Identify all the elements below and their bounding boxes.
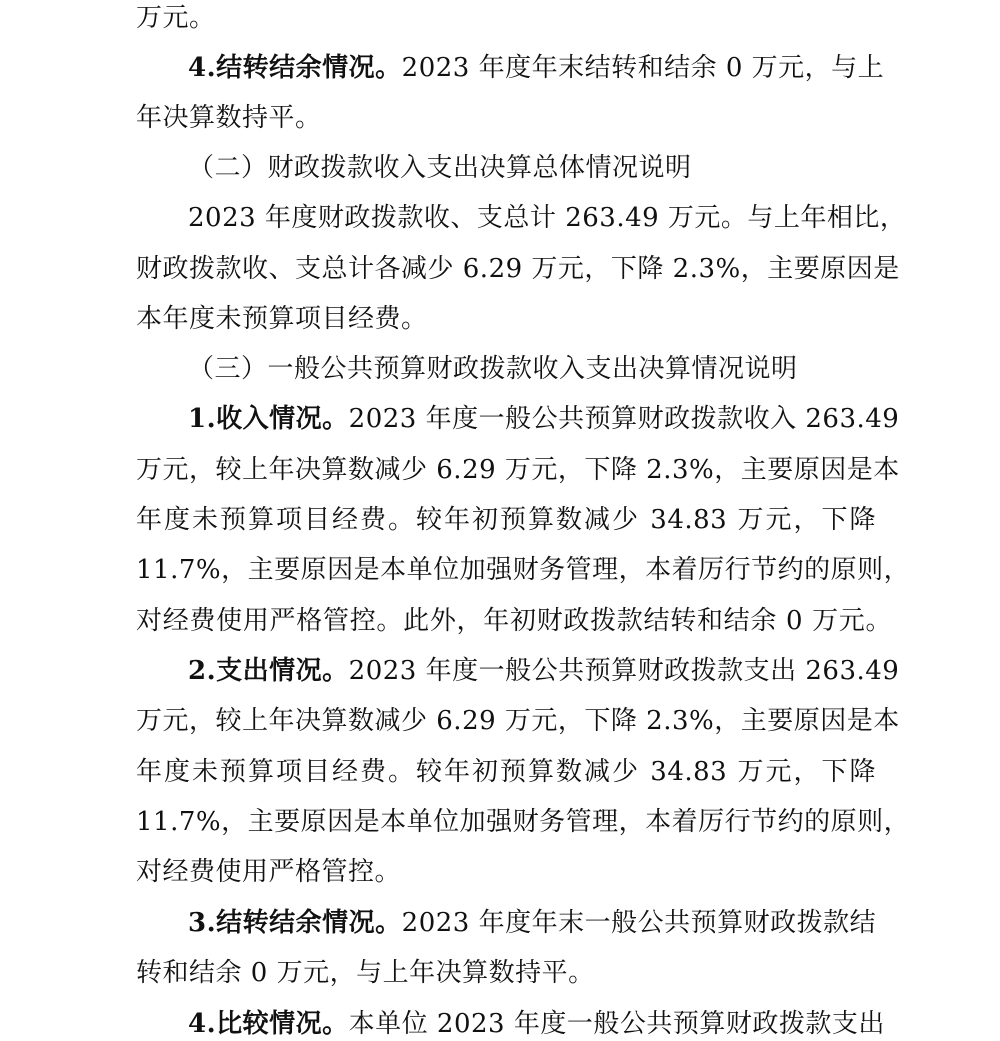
text-line bbox=[136, 3, 876, 33]
subsection-label: 3.结转结余情况。 bbox=[188, 908, 402, 938]
line-text: 对经费使用严格管控。此外，年初财政拨款结转和结余 0 万元。 bbox=[136, 606, 892, 636]
line-text: 年度未预算项目经费。较年初预算数减少 34.83 万元，下降 bbox=[136, 757, 876, 787]
line-text: 2023 年度年末一般公共预算财政拨款结 bbox=[401, 908, 877, 938]
line-text: 对经费使用严格管控。 bbox=[136, 857, 402, 887]
line-text: 年决算数持平。 bbox=[136, 103, 322, 133]
text-line bbox=[188, 656, 900, 686]
text-line bbox=[136, 857, 876, 887]
line-text: 本年度未预算项目经费。 bbox=[136, 304, 428, 334]
line-text: 11.7%，主要原因是本单位加强财务管理，本着厉行节约的原则， bbox=[136, 555, 911, 585]
line-text: 万元，较上年决算数减少 6.29 万元，下降 2.3%，主要原因是本 bbox=[136, 706, 900, 736]
line-text: 2023 年度财政拨款收、支总计 263.49 万元。与上年相比， bbox=[188, 203, 907, 233]
text-line bbox=[136, 757, 876, 787]
text-line bbox=[136, 807, 911, 837]
text-line bbox=[136, 555, 911, 585]
text-line bbox=[188, 203, 907, 233]
line-text: 转和结余 0 万元，与上年决算数持平。 bbox=[136, 958, 595, 988]
section-heading-text: （二）财政拨款收入支出决算总体情况说明 bbox=[188, 153, 692, 183]
text-line bbox=[136, 958, 876, 988]
line-text: 财政拨款收、支总计各减少 6.29 万元，下降 2.3%，主要原因是 bbox=[136, 254, 900, 284]
section-heading bbox=[188, 153, 888, 183]
line-text: 11.7%，主要原因是本单位加强财务管理，本着厉行节约的原则， bbox=[136, 807, 911, 837]
subsection-label: 2.支出情况。 bbox=[188, 656, 349, 686]
text-line bbox=[188, 53, 885, 83]
text-line bbox=[136, 706, 900, 736]
text-line bbox=[136, 304, 876, 334]
text-line bbox=[136, 505, 876, 535]
line-text: 2023 年度一般公共预算财政拨款收入 263.49 bbox=[348, 404, 900, 434]
text-line bbox=[136, 455, 900, 485]
section-heading bbox=[188, 354, 888, 384]
text-line bbox=[136, 606, 892, 636]
subsection-label: 4.比较情况。 bbox=[188, 1009, 349, 1039]
text-line bbox=[188, 908, 876, 938]
line-text: 万元。 bbox=[136, 3, 216, 33]
text-line bbox=[136, 254, 900, 284]
section-heading-text: （三）一般公共预算财政拨款收入支出决算情况说明 bbox=[188, 354, 798, 384]
line-text: 2023 年度年末结转和结余 0 万元，与上 bbox=[401, 53, 885, 83]
line-text: 2023 年度一般公共预算财政拨款支出 263.49 bbox=[348, 656, 900, 686]
line-text: 本单位 2023 年度一般公共预算财政拨款支出 bbox=[348, 1009, 885, 1039]
line-text: 万元，较上年决算数减少 6.29 万元，下降 2.3%，主要原因是本 bbox=[136, 455, 900, 485]
subsection-label: 4.结转结余情况。 bbox=[188, 53, 402, 83]
subsection-label: 1.收入情况。 bbox=[188, 404, 349, 434]
text-line bbox=[188, 404, 900, 434]
line-text: 年度未预算项目经费。较年初预算数减少 34.83 万元，下降 bbox=[136, 505, 876, 535]
text-line bbox=[136, 103, 876, 133]
text-line bbox=[188, 1009, 885, 1039]
